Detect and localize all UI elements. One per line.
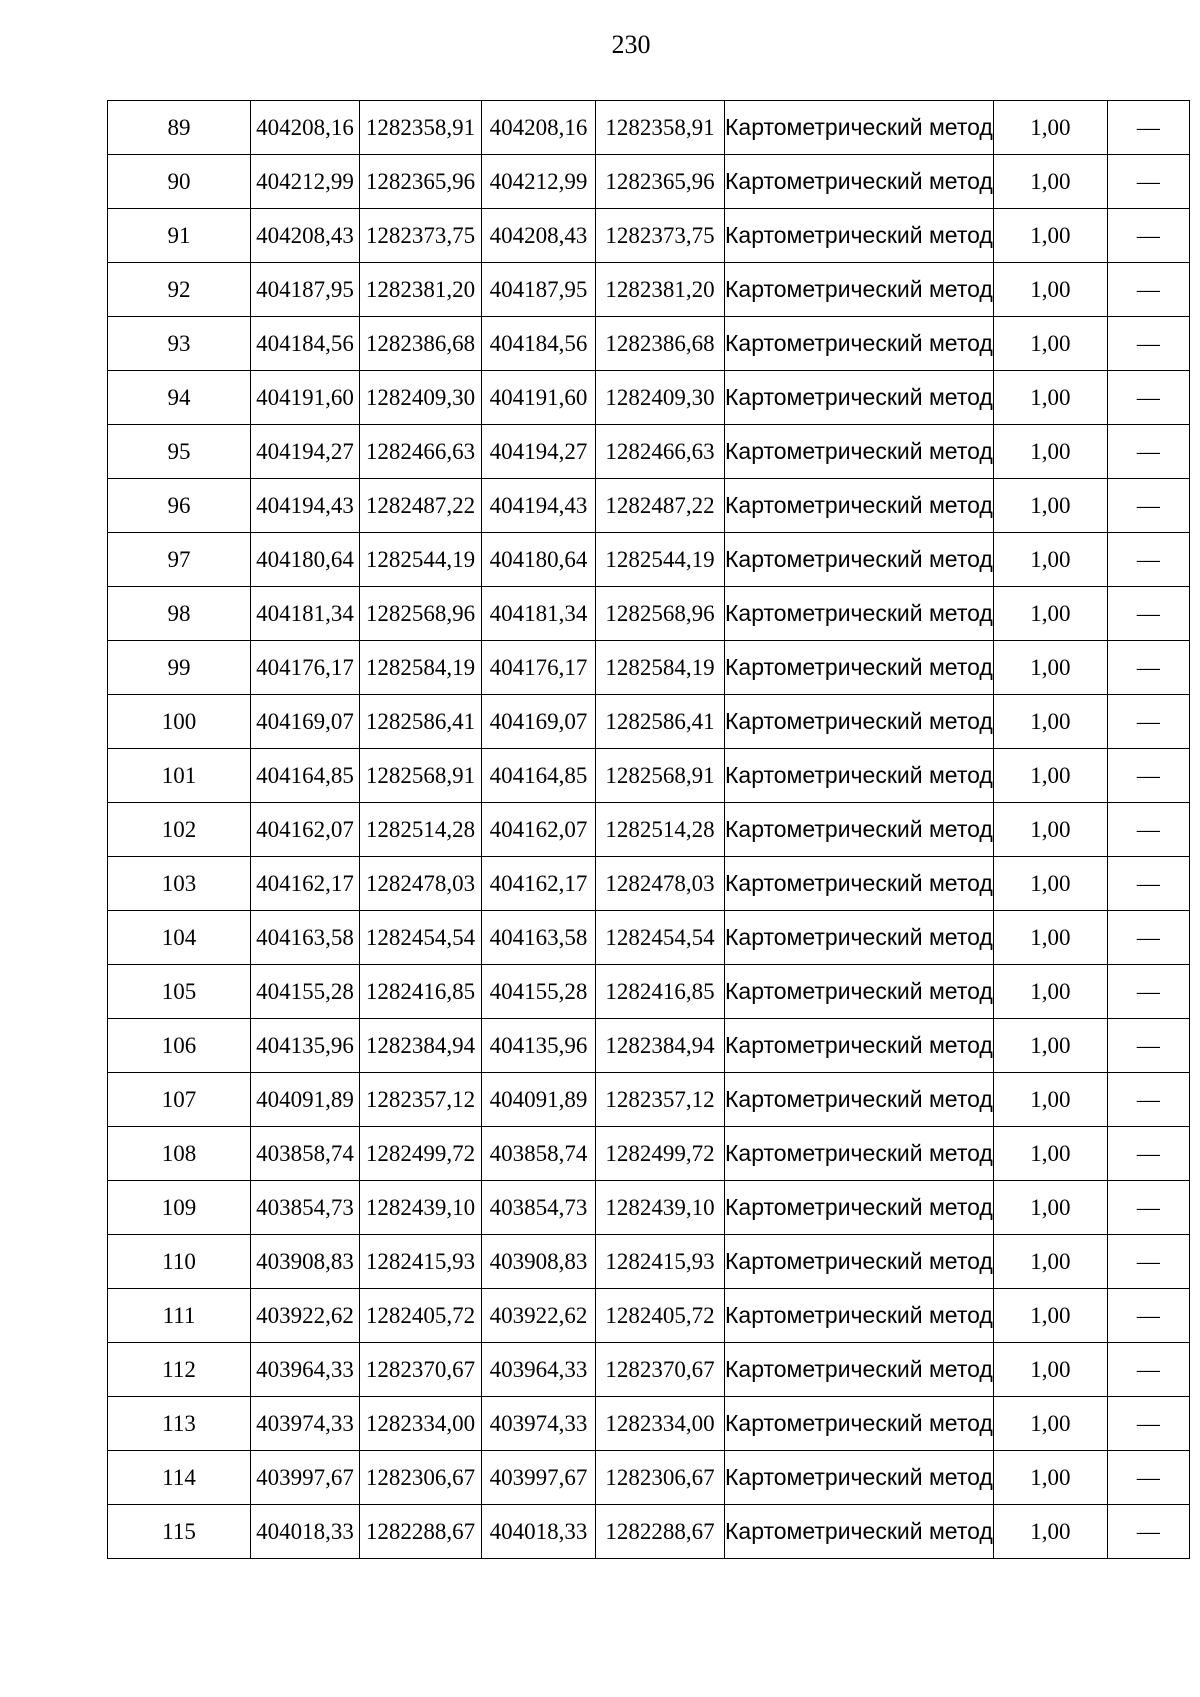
description-cell: — [1107,371,1189,425]
table-row [108,101,1190,155]
accuracy-cell: 1,00 [993,1019,1107,1073]
y-coordinate-existing-cell: 1282306,67 [360,1451,482,1505]
x-coordinate-existing-cell: 403964,33 [251,1343,360,1397]
y-coordinate-existing-cell: 1282466,63 [360,425,482,479]
x-coordinate-existing-cell: 404208,43 [251,209,360,263]
point-number-cell: 103 [108,857,251,911]
point-number-cell: 110 [108,1235,251,1289]
description-cell: — [1107,803,1189,857]
accuracy-cell: 1,00 [993,533,1107,587]
description-cell: — [1107,1343,1189,1397]
accuracy-cell: 1,00 [993,1235,1107,1289]
x-coordinate-new-cell: 404191,60 [482,371,596,425]
x-coordinate-new-cell: 404181,34 [482,587,596,641]
method-cell: Картометрический метод [725,1073,994,1127]
y-coordinate-existing-cell: 1282568,91 [360,749,482,803]
description-cell: — [1107,1019,1189,1073]
table-row [108,1019,1190,1073]
x-coordinate-new-cell: 404187,95 [482,263,596,317]
x-coordinate-new-cell: 404208,43 [482,209,596,263]
y-coordinate-new-cell: 1282499,72 [596,1127,725,1181]
method-cell: Картометрический метод [725,803,994,857]
y-coordinate-existing-cell: 1282487,22 [360,479,482,533]
method-cell: Картометрический метод [725,371,994,425]
y-coordinate-new-cell: 1282334,00 [596,1397,725,1451]
x-coordinate-existing-cell: 404018,33 [251,1505,360,1559]
y-coordinate-new-cell: 1282306,67 [596,1451,725,1505]
point-number-cell: 96 [108,479,251,533]
point-number-cell: 114 [108,1451,251,1505]
x-coordinate-existing-cell: 403854,73 [251,1181,360,1235]
method-cell: Картометрический метод [725,1235,994,1289]
x-coordinate-existing-cell: 404194,27 [251,425,360,479]
method-cell: Картометрический метод [725,1181,994,1235]
description-cell: — [1107,1505,1189,1559]
x-coordinate-new-cell: 403854,73 [482,1181,596,1235]
point-number-cell: 102 [108,803,251,857]
x-coordinate-new-cell: 404155,28 [482,965,596,1019]
y-coordinate-new-cell: 1282568,96 [596,587,725,641]
accuracy-cell: 1,00 [993,641,1107,695]
y-coordinate-new-cell: 1282357,12 [596,1073,725,1127]
description-cell: — [1107,1127,1189,1181]
method-cell: Картометрический метод [725,911,994,965]
x-coordinate-existing-cell: 404208,16 [251,101,360,155]
table-row [108,1127,1190,1181]
table-row [108,911,1190,965]
y-coordinate-existing-cell: 1282405,72 [360,1289,482,1343]
x-coordinate-new-cell: 403964,33 [482,1343,596,1397]
table-row [108,587,1190,641]
method-cell: Картометрический метод [725,209,994,263]
description-cell: — [1107,425,1189,479]
accuracy-cell: 1,00 [993,1505,1107,1559]
point-number-cell: 89 [108,101,251,155]
y-coordinate-new-cell: 1282358,91 [596,101,725,155]
x-coordinate-existing-cell: 404162,07 [251,803,360,857]
x-coordinate-new-cell: 404162,07 [482,803,596,857]
table-row [108,533,1190,587]
y-coordinate-existing-cell: 1282334,00 [360,1397,482,1451]
x-coordinate-new-cell: 404194,27 [482,425,596,479]
method-cell: Картометрический метод [725,587,994,641]
y-coordinate-existing-cell: 1282358,91 [360,101,482,155]
description-cell: — [1107,587,1189,641]
description-cell: — [1107,155,1189,209]
accuracy-cell: 1,00 [993,857,1107,911]
method-cell: Картометрический метод [725,101,994,155]
table-row [108,317,1190,371]
accuracy-cell: 1,00 [993,263,1107,317]
y-coordinate-existing-cell: 1282568,96 [360,587,482,641]
y-coordinate-new-cell: 1282373,75 [596,209,725,263]
table-body [108,101,1190,1559]
y-coordinate-existing-cell: 1282381,20 [360,263,482,317]
point-number-cell: 95 [108,425,251,479]
method-cell: Картометрический метод [725,965,994,1019]
table-row [108,209,1190,263]
y-coordinate-existing-cell: 1282384,94 [360,1019,482,1073]
x-coordinate-new-cell: 404176,17 [482,641,596,695]
accuracy-cell: 1,00 [993,425,1107,479]
accuracy-cell: 1,00 [993,1181,1107,1235]
method-cell: Картометрический метод [725,1397,994,1451]
point-number-cell: 97 [108,533,251,587]
x-coordinate-new-cell: 403997,67 [482,1451,596,1505]
y-coordinate-existing-cell: 1282584,19 [360,641,482,695]
method-cell: Картометрический метод [725,1127,994,1181]
accuracy-cell: 1,00 [993,317,1107,371]
point-number-cell: 113 [108,1397,251,1451]
description-cell: — [1107,911,1189,965]
y-coordinate-new-cell: 1282415,93 [596,1235,725,1289]
x-coordinate-existing-cell: 404176,17 [251,641,360,695]
x-coordinate-new-cell: 404164,85 [482,749,596,803]
description-cell: — [1107,857,1189,911]
y-coordinate-new-cell: 1282454,54 [596,911,725,965]
table-row [108,371,1190,425]
table-row [108,263,1190,317]
method-cell: Картометрический метод [725,1505,994,1559]
x-coordinate-existing-cell: 404191,60 [251,371,360,425]
x-coordinate-new-cell: 403922,62 [482,1289,596,1343]
point-number-cell: 115 [108,1505,251,1559]
point-number-cell: 108 [108,1127,251,1181]
method-cell: Картометрический метод [725,479,994,533]
point-number-cell: 100 [108,695,251,749]
coordinates-table [107,100,1190,1559]
table-row [108,479,1190,533]
y-coordinate-existing-cell: 1282514,28 [360,803,482,857]
y-coordinate-existing-cell: 1282373,75 [360,209,482,263]
x-coordinate-new-cell: 404169,07 [482,695,596,749]
method-cell: Картометрический метод [725,425,994,479]
y-coordinate-new-cell: 1282487,22 [596,479,725,533]
x-coordinate-existing-cell: 404180,64 [251,533,360,587]
point-number-cell: 98 [108,587,251,641]
table-row [108,1343,1190,1397]
y-coordinate-existing-cell: 1282499,72 [360,1127,482,1181]
y-coordinate-new-cell: 1282365,96 [596,155,725,209]
description-cell: — [1107,263,1189,317]
y-coordinate-new-cell: 1282439,10 [596,1181,725,1235]
accuracy-cell: 1,00 [993,911,1107,965]
y-coordinate-existing-cell: 1282439,10 [360,1181,482,1235]
accuracy-cell: 1,00 [993,587,1107,641]
accuracy-cell: 1,00 [993,209,1107,263]
y-coordinate-new-cell: 1282405,72 [596,1289,725,1343]
table-row [108,803,1190,857]
x-coordinate-existing-cell: 404187,95 [251,263,360,317]
accuracy-cell: 1,00 [993,749,1107,803]
y-coordinate-existing-cell: 1282478,03 [360,857,482,911]
table-row [108,1451,1190,1505]
y-coordinate-existing-cell: 1282365,96 [360,155,482,209]
x-coordinate-new-cell: 404180,64 [482,533,596,587]
description-cell: — [1107,1289,1189,1343]
accuracy-cell: 1,00 [993,1289,1107,1343]
accuracy-cell: 1,00 [993,1451,1107,1505]
method-cell: Картометрический метод [725,695,994,749]
x-coordinate-existing-cell: 404212,99 [251,155,360,209]
y-coordinate-existing-cell: 1282370,67 [360,1343,482,1397]
accuracy-cell: 1,00 [993,1127,1107,1181]
point-number-cell: 104 [108,911,251,965]
point-number-cell: 109 [108,1181,251,1235]
table-row [108,1235,1190,1289]
y-coordinate-new-cell: 1282568,91 [596,749,725,803]
x-coordinate-existing-cell: 404169,07 [251,695,360,749]
accuracy-cell: 1,00 [993,155,1107,209]
y-coordinate-existing-cell: 1282586,41 [360,695,482,749]
x-coordinate-existing-cell: 403974,33 [251,1397,360,1451]
y-coordinate-existing-cell: 1282409,30 [360,371,482,425]
table-row [108,425,1190,479]
description-cell: — [1107,533,1189,587]
x-coordinate-new-cell: 404194,43 [482,479,596,533]
description-cell: — [1107,641,1189,695]
description-cell: — [1107,479,1189,533]
y-coordinate-existing-cell: 1282415,93 [360,1235,482,1289]
point-number-cell: 112 [108,1343,251,1397]
x-coordinate-new-cell: 403974,33 [482,1397,596,1451]
point-number-cell: 99 [108,641,251,695]
table-row [108,1397,1190,1451]
accuracy-cell: 1,00 [993,1073,1107,1127]
x-coordinate-existing-cell: 404181,34 [251,587,360,641]
y-coordinate-new-cell: 1282544,19 [596,533,725,587]
method-cell: Картометрический метод [725,263,994,317]
table-row [108,1073,1190,1127]
method-cell: Картометрический метод [725,1451,994,1505]
description-cell: — [1107,1181,1189,1235]
y-coordinate-existing-cell: 1282288,67 [360,1505,482,1559]
description-cell: — [1107,749,1189,803]
y-coordinate-existing-cell: 1282416,85 [360,965,482,1019]
y-coordinate-new-cell: 1282514,28 [596,803,725,857]
method-cell: Картометрический метод [725,155,994,209]
method-cell: Картометрический метод [725,857,994,911]
table-row [108,641,1190,695]
y-coordinate-new-cell: 1282370,67 [596,1343,725,1397]
x-coordinate-new-cell: 403908,83 [482,1235,596,1289]
x-coordinate-existing-cell: 403858,74 [251,1127,360,1181]
table-row [108,1505,1190,1559]
y-coordinate-existing-cell: 1282454,54 [360,911,482,965]
point-number-cell: 106 [108,1019,251,1073]
x-coordinate-new-cell: 404162,17 [482,857,596,911]
y-coordinate-existing-cell: 1282386,68 [360,317,482,371]
page-number: 230 [611,30,651,59]
y-coordinate-new-cell: 1282478,03 [596,857,725,911]
x-coordinate-existing-cell: 404184,56 [251,317,360,371]
x-coordinate-existing-cell: 404162,17 [251,857,360,911]
x-coordinate-existing-cell: 403997,67 [251,1451,360,1505]
x-coordinate-existing-cell: 404091,89 [251,1073,360,1127]
description-cell: — [1107,965,1189,1019]
y-coordinate-existing-cell: 1282544,19 [360,533,482,587]
table-row [108,1289,1190,1343]
point-number-cell: 91 [108,209,251,263]
accuracy-cell: 1,00 [993,101,1107,155]
accuracy-cell: 1,00 [993,479,1107,533]
accuracy-cell: 1,00 [993,803,1107,857]
x-coordinate-new-cell: 404091,89 [482,1073,596,1127]
x-coordinate-existing-cell: 403922,62 [251,1289,360,1343]
accuracy-cell: 1,00 [993,695,1107,749]
x-coordinate-new-cell: 404018,33 [482,1505,596,1559]
method-cell: Картометрический метод [725,1343,994,1397]
y-coordinate-new-cell: 1282584,19 [596,641,725,695]
x-coordinate-new-cell: 403858,74 [482,1127,596,1181]
point-number-cell: 107 [108,1073,251,1127]
x-coordinate-existing-cell: 404194,43 [251,479,360,533]
x-coordinate-existing-cell: 404163,58 [251,911,360,965]
method-cell: Картометрический метод [725,1019,994,1073]
description-cell: — [1107,1451,1189,1505]
y-coordinate-existing-cell: 1282357,12 [360,1073,482,1127]
y-coordinate-new-cell: 1282381,20 [596,263,725,317]
table-row [108,749,1190,803]
accuracy-cell: 1,00 [993,1343,1107,1397]
x-coordinate-existing-cell: 403908,83 [251,1235,360,1289]
x-coordinate-new-cell: 404212,99 [482,155,596,209]
y-coordinate-new-cell: 1282384,94 [596,1019,725,1073]
description-cell: — [1107,209,1189,263]
accuracy-cell: 1,00 [993,371,1107,425]
y-coordinate-new-cell: 1282466,63 [596,425,725,479]
description-cell: — [1107,1073,1189,1127]
x-coordinate-new-cell: 404135,96 [482,1019,596,1073]
y-coordinate-new-cell: 1282288,67 [596,1505,725,1559]
x-coordinate-new-cell: 404208,16 [482,101,596,155]
x-coordinate-existing-cell: 404155,28 [251,965,360,1019]
method-cell: Картометрический метод [725,533,994,587]
description-cell: — [1107,1397,1189,1451]
x-coordinate-existing-cell: 404164,85 [251,749,360,803]
point-number-cell: 101 [108,749,251,803]
accuracy-cell: 1,00 [993,965,1107,1019]
x-coordinate-new-cell: 404184,56 [482,317,596,371]
point-number-cell: 90 [108,155,251,209]
method-cell: Картометрический метод [725,749,994,803]
table-row [108,695,1190,749]
x-coordinate-new-cell: 404163,58 [482,911,596,965]
point-number-cell: 105 [108,965,251,1019]
point-number-cell: 93 [108,317,251,371]
table-row [108,155,1190,209]
accuracy-cell: 1,00 [993,1397,1107,1451]
description-cell: — [1107,317,1189,371]
method-cell: Картометрический метод [725,1289,994,1343]
description-cell: — [1107,101,1189,155]
y-coordinate-new-cell: 1282416,85 [596,965,725,1019]
x-coordinate-existing-cell: 404135,96 [251,1019,360,1073]
table-row [108,1181,1190,1235]
point-number-cell: 111 [108,1289,251,1343]
description-cell: — [1107,1235,1189,1289]
y-coordinate-new-cell: 1282386,68 [596,317,725,371]
table-row [108,965,1190,1019]
description-cell: — [1107,695,1189,749]
point-number-cell: 94 [108,371,251,425]
point-number-cell: 92 [108,263,251,317]
method-cell: Картометрический метод [725,317,994,371]
y-coordinate-new-cell: 1282586,41 [596,695,725,749]
table-row [108,857,1190,911]
y-coordinate-new-cell: 1282409,30 [596,371,725,425]
method-cell: Картометрический метод [725,641,994,695]
